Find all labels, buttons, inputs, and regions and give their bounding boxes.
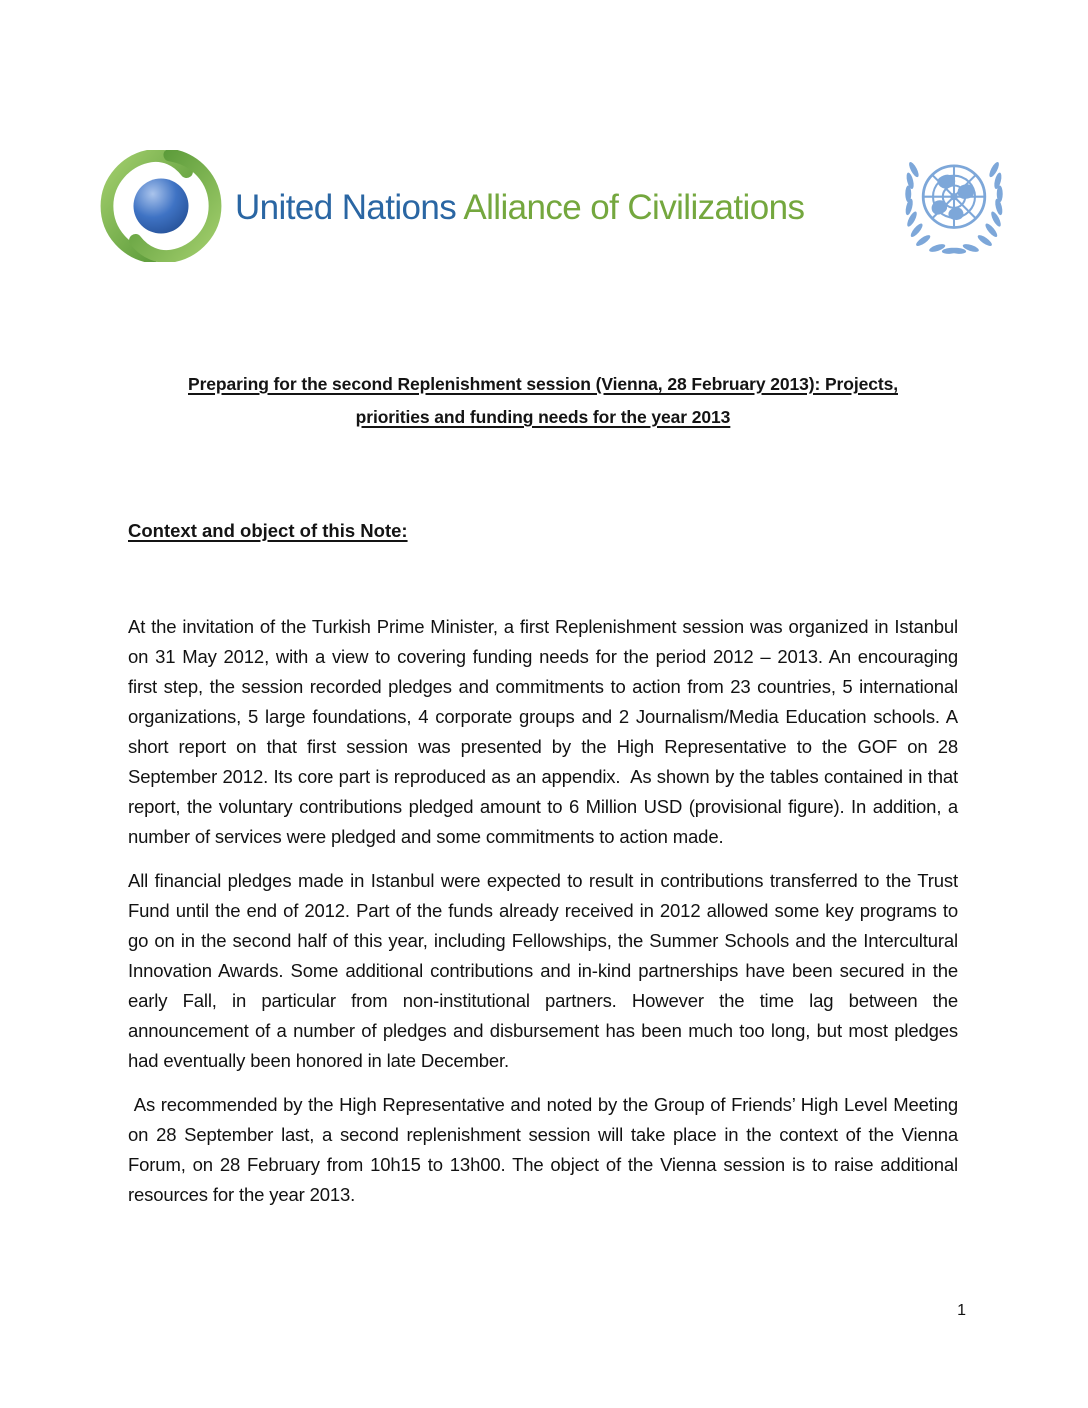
page-number: 1 [957, 1302, 966, 1319]
paragraph-3: As recommended by the High Representative and noted by the Group of Friends’ High Level Meeting on 28 September last, a second replenishment session will take place in the context of the Vienna Forum, on 28 February from 10h15 to 13h00. The object of the Vienna session is to raise additional resources for the year 2013. [128, 1094, 963, 1205]
title-line-1: Preparing for the second Replenishment session (Vienna, 28 February 2013): Projects, [188, 374, 898, 394]
unaoc-swirl-icon [95, 150, 227, 267]
document-header [95, 148, 1010, 268]
paragraph-1: At the invitation of the Turkish Prime Minister, a first Replenishment session was organized in Istanbul on 31 May 2012, with a view to covering funding needs for the period 2012 – 2013. An encouraging first step, the session recorded pledges and commitments to action from 23 countries, 5 international organizations, 5 large foundations, 4 corporate groups and 2 Journalism/Media Education schools. A short report on that first session was presented by the High Representative to the GOF on 28 September 2012. Its core part is reproduced as an appendix. As shown by the tables contained in that report, the voluntary contributions pledged amount to 6 Million USD (provisional figure). In addition, a number of services were pledged and some commitments to action made. [128, 616, 963, 847]
unaoc-logo [95, 150, 804, 267]
section-heading: Context and object of this Note: [128, 520, 408, 541]
document-title [128, 368, 958, 434]
body-text [128, 612, 963, 1210]
un-emblem-icon [898, 147, 1010, 270]
logo-text-united-nations: United Nations [235, 188, 457, 227]
unaoc-logo-text [235, 188, 804, 228]
paragraph-2: All financial pledges made in Istanbul were expected to result in contributions transferred to the Trust Fund until the end of 2012. Part of the funds already received in 2012 allowed some key programs to go on in the second half of this year, including Fellowships, the Summer Schools and the Intercultural Innovation Awards. Some additional contributions and in-kind partnerships have been secured in the early Fall, in particular from non-institutional partners. However the time lag between the announcement of a number of pledges and disbursement has been much too long, but most pledges had eventually been honored in late December. [128, 870, 963, 1071]
logo-text-alliance: Alliance of Civilizations [463, 188, 805, 227]
document-body [128, 368, 963, 1210]
title-line-2: priorities and funding needs for the year 2013 [355, 407, 731, 427]
